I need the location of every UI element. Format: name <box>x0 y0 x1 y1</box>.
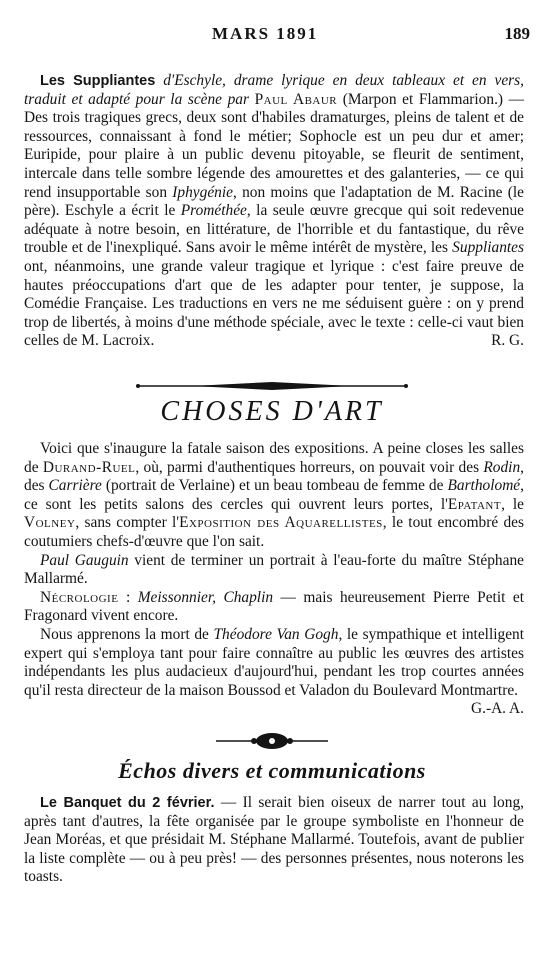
choses-dart-section <box>24 440 524 719</box>
echos-section <box>24 794 524 887</box>
banquet-heading: Le Banquet du 2 février. <box>40 795 215 811</box>
page-number: 189 <box>504 24 530 43</box>
review-signature: R. G. <box>491 332 524 350</box>
review-author: Paul Abaur <box>254 90 338 108</box>
page-header <box>0 24 544 52</box>
fleuron-icon <box>212 730 332 752</box>
fleuron-divider <box>0 730 544 756</box>
review-paragraph: Les Suppliantes d'Eschyle, drame lyrique en deux tableaux et en vers, traduit et adapté pour la scène par Paul Abaur (Marpon et Flammarion.) — Des trois tragiques grecs, deux sont d'habiles dramaturges, pleins de talent et de ressources, connaissant à fond le métier; Sophocle est un peu dur et amer; Euripide, pour plaire à un public devenu pitoyable, se fleurit de sentiment, intercale dans telle sombre légende des amourettes et des galanteries, — ce qui rend insupportable son Iphygénie, non moins que l'adaptation de M. Racine (le père). Eschyle a écrit le Prométhée, la seule œuvre grecque qui soit redevenue adéquate à notre besoin, en littérature, de l'horrible et du fantastique, du rêve trouble et de l'inexpliqué. Sans avoir le même intérêt de mystère, les Suppliantes ont, néanmoins, une grande valeur tragique et lyrique : c'est faire preuve de hautes préoccupations d'art que de les adapter pour tenter, je suppose, la Comédie Française. Les traductions en vers ne me séduisent guère : on y prend trop de libertés, à moins d'une méthode spéciale, avec le texte : celle-ci vaut bien celles de M. Lacroix. R. G. <box>24 72 525 350</box>
banquet-paragraph: Le Banquet du 2 février. — Il serait bien oiseux de narrer tout au long, après tant d'autres, la fête organisée par le groupe symboliste en l'honneur de Jean Moréas, et que présidait M. Stéphane Mallarmé. Toutefois, avant de publier la liste complète — ou à peu près! — des personnes présentes, nous noterons les toasts. <box>24 794 524 886</box>
gauguin-paragraph: Paul Gauguin vient de terminer un portrait à l'eau-forte du maître Stéphane Mallarmé. <box>24 551 524 588</box>
divider-rule-icon <box>132 379 412 393</box>
review-title: Les Suppliantes <box>40 73 156 89</box>
running-head: MARS 1891 <box>212 24 319 43</box>
necrology-paragraph: Nécrologie : Meissonnier, Chaplin — mais heureusement Pierre Petit et Fragonard vivent encore. <box>24 588 524 625</box>
section-title-echos: Échos divers et communications <box>118 758 426 783</box>
divider-rule <box>0 378 544 397</box>
exhibitions-paragraph: Voici que s'inaugure la fatale saison des expositions. A peine closes les salles de Durand-Ruel, où, parmi d'authentiques horreurs, on pouvait voir des Rodin, des Carrière (portrait de Verlaine) et un beau tombeau de femme de Bartholomé, ce sont les petits salons des cercles qui ouvrent leurs portes, l'Epatant, le Volney, sans compter l'Exposition des Aquarellistes, le tout encombré des coutumiers chefs-d'œuvre que l'on sait. <box>24 440 524 550</box>
van-gogh-paragraph: Nous apprenons la mort de Théodore Van Gogh, le sympathique et intelligent expert qui s'employa tant pour faire connaître au public les œuvres des artistes indépendants les plus audacieux d'aujourd'hui, pendant les trop courtes années qu'il resta directeur de la maison Boussod et Valadon du Boulevard Montmartre. G.-A. A. <box>24 625 524 718</box>
choses-signature: G.-A. A. <box>470 700 524 718</box>
section-title-choses-dart: CHOSES D'ART <box>160 396 384 427</box>
